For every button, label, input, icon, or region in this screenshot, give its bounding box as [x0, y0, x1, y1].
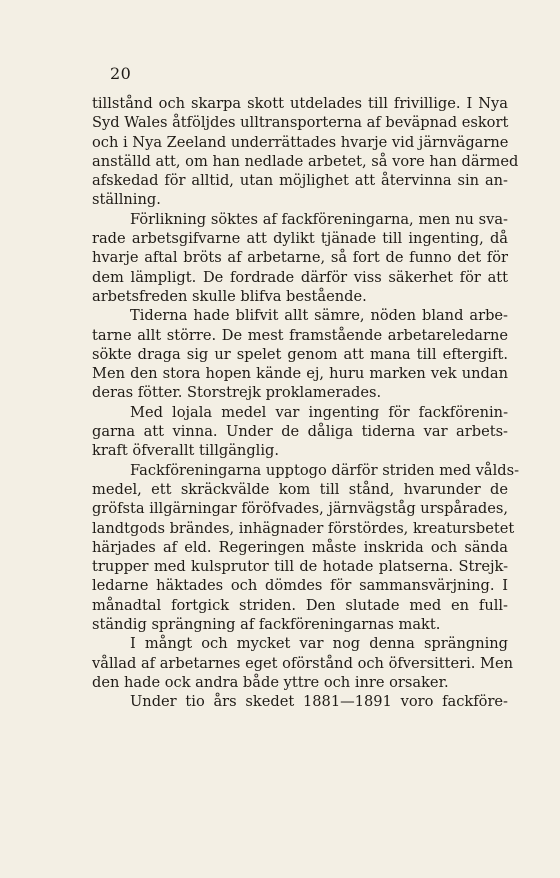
text-line: medel, ett skräckvälde kom till stånd, hvarunder de [92, 480, 508, 498]
body-text [92, 94, 520, 712]
text-line: deras fötter. Storstrejk proklamerades. [92, 384, 382, 402]
text-line: den hade ock andra både yttre och inre orsaker. [92, 673, 449, 691]
text-line: Men den stora hopen kände ej, huru marken vek undan [92, 365, 508, 383]
text-line: tarne allt större. De mest framstående arbetareledarne [92, 326, 508, 344]
text-line: ständig sprängning af fackföreningarnas makt. [92, 616, 441, 634]
text-line: dem lämpligt. De fordrade därför viss säkerhet för att [92, 268, 508, 286]
text-line: Förlikning söktes af fackföreningarna, men nu sva- [130, 210, 508, 228]
text-line: anställd att, om han nedlade arbetet, så vore han därmed [92, 152, 519, 170]
text-line: månadtal fortgick striden. Den slutade med en full- [92, 596, 508, 614]
text-line: ställning. [92, 191, 161, 209]
text-line: Med lojala medel var ingenting för fackförenin- [130, 403, 508, 421]
text-line: Syd Wales åtföljdes ulltransporterna af beväpnad eskort [92, 114, 509, 132]
text-line: ledarne häktades och dömdes för sammansvärjning. I [92, 577, 508, 595]
text-line: hvarje aftal bröts af arbetarne, så fort de funno det för [92, 249, 508, 267]
text-line: sökte draga sig ur spelet genom att mana till eftergift. [92, 345, 508, 363]
text-line: arbetsfreden skulle blifva bestående. [92, 287, 367, 305]
text-line: vållad af arbetarnes eget oförstånd och öfversitteri. Men [92, 654, 514, 672]
text-line: landtgods brändes, inhägnader förstördes, kreatursbetet [92, 519, 515, 537]
text-line: Fackföreningarna upptogo därför striden med vålds- [130, 461, 520, 479]
text-line: Under tio års skedet 1881—1891 voro fackföre- [130, 693, 508, 711]
text-line: och i Nya Zeeland underrättades hvarje vid järnvägarne [92, 133, 509, 151]
text-line: afskedad för alltid, utan möjlighet att återvinna sin an- [92, 172, 508, 190]
text-line: tillstånd och skarpa skott utdelades till frivillige. I Nya [92, 95, 508, 112]
page-number: 20 [110, 64, 132, 83]
text-line: härjades af eld. Regeringen måste inskrida och sända [92, 538, 508, 556]
text-line: garna att vinna. Under de dåliga tiderna var arbets- [92, 423, 508, 441]
text-line: I mångt och mycket var nog denna sprängning [130, 635, 508, 653]
text-line: kraft öfverallt tillgänglig. [92, 442, 279, 460]
text-line: Tiderna hade blifvit allt sämre, nöden bland arbe- [130, 307, 508, 325]
text-line: gröfsta illgärningar föröfvades, järnvägståg urspårades, [92, 500, 509, 518]
text-line: trupper med kulsprutor till de hotade platserna. Strejk- [92, 558, 508, 576]
text-line: rade arbetsgifvarne att dylikt tjänade till ingenting, då [92, 230, 508, 248]
